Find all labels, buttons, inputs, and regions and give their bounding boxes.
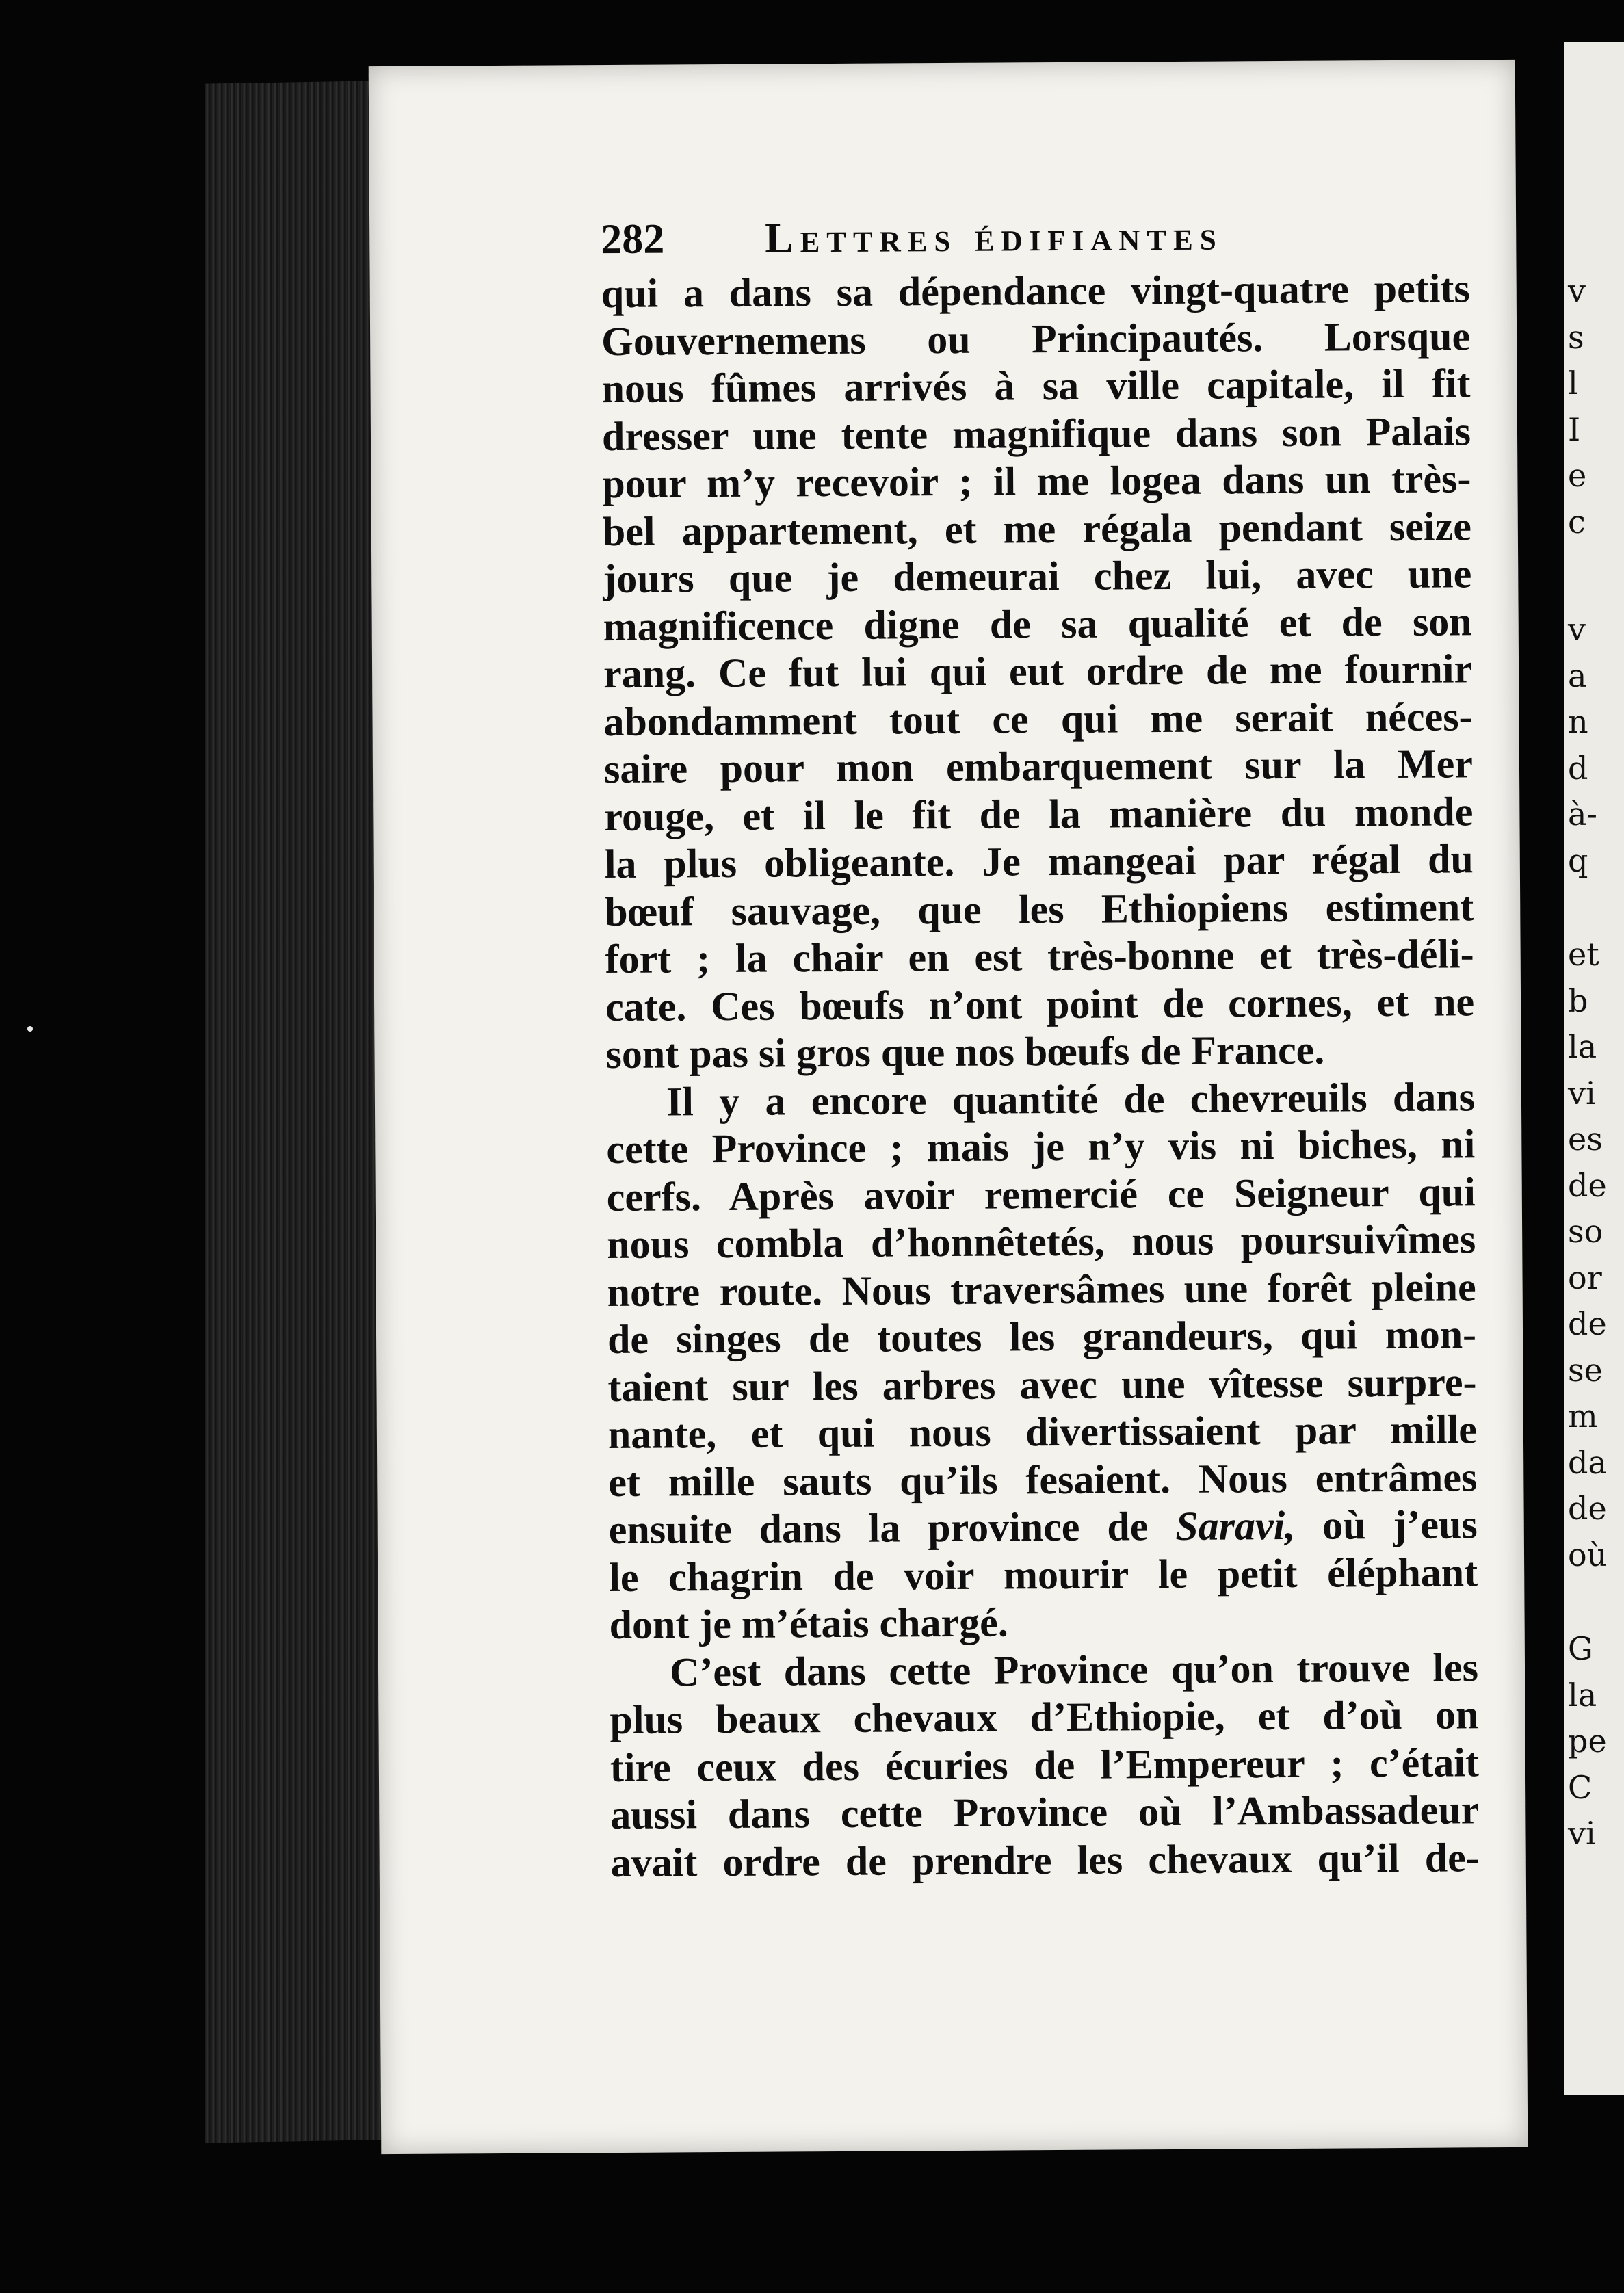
text-line: cerfs. Après avoir remercié ce Seigneur qui (606, 1168, 1476, 1220)
running-title: Lettres édifiantes (765, 212, 1223, 262)
book-page (369, 60, 1528, 2154)
text-line: le chagrin de voir mourir le petit éléphant (608, 1549, 1478, 1600)
facing-page-fragment: la (1568, 1676, 1597, 1714)
text-line: et mille sauts qu’ils fesaient. Nous entrâmes (608, 1454, 1478, 1505)
facing-page-fragment: d (1568, 749, 1588, 787)
text-line: la plus obligeante. Je mangeai par régal du (604, 836, 1474, 887)
place-name-italic: Saravi, (1175, 1502, 1296, 1549)
dust-speck (27, 1026, 33, 1032)
facing-page-fragment: v (1568, 272, 1586, 309)
page-header (601, 211, 1422, 270)
text-line: dresser une tente magnifique dans son Palais (601, 408, 1471, 459)
text-line: magnificence digne de sa qualité et de son (603, 598, 1472, 649)
text-line: qui a dans sa dépendance vingt-quatre petits (601, 265, 1470, 317)
text-line: sont pas si gros que nos bœufs de France. (605, 1027, 1325, 1077)
facing-page-fragment: la (1568, 1028, 1597, 1065)
facing-page-fragment: où (1568, 1536, 1608, 1573)
text-line: de singes de toutes les grandeurs, qui mon- (607, 1311, 1477, 1363)
facing-page-fragment: l (1568, 365, 1578, 402)
text-line: avait ordre de prendre les chevaux qu’il de- (610, 1834, 1480, 1885)
facing-page-fragment: so (1568, 1213, 1603, 1250)
facing-page-fragment: G (1568, 1630, 1593, 1667)
facing-page-fragment: c (1568, 503, 1586, 540)
text-line: nante, et qui nous divertissaient par mille (607, 1406, 1478, 1458)
text-line: plus beaux chevaux d’Ethiopie, et d’où on (610, 1692, 1479, 1743)
facing-page-fragment: n (1568, 703, 1588, 740)
facing-page-fragment: vi (1568, 1815, 1596, 1852)
text-line: tire ceux des écuries de l’Empereur ; c’était (610, 1739, 1480, 1790)
facing-page-fragment: C (1568, 1768, 1593, 1806)
text-line: fort ; la chair en est très-bonne et très-déli- (605, 931, 1474, 982)
facing-page-fragment: vi (1568, 1074, 1596, 1112)
facing-page-fragment: I (1568, 410, 1581, 448)
text-line: pour m’y recevoir ; il me logea dans un très- (602, 456, 1471, 507)
text-line: bel appartement, et me régala pendant seize (602, 503, 1472, 554)
facing-page-fragment: s (1568, 318, 1584, 356)
text-line: jours que je demeurai chez lui, avec une (603, 551, 1472, 602)
facing-page-edge (1564, 42, 1624, 2095)
text-line: rouge, et il le fit de la manière du monde (604, 788, 1474, 839)
text-segment: où j’eus (1322, 1502, 1478, 1548)
text-line: nous fûmes arrivés à sa ville capitale, il fit (601, 361, 1471, 412)
paragraph-start-line: C’est dans cette Province qu’on trouve les (669, 1644, 1479, 1695)
facing-page-fragment: à- (1568, 796, 1597, 833)
text-segment: ensuite dans la province de (608, 1504, 1149, 1553)
facing-page-fragment: se (1568, 1351, 1603, 1389)
text-line: cate. Ces bœufs n’ont point de cornes, et ne (605, 978, 1475, 1030)
facing-page-fragment: es (1568, 1121, 1603, 1157)
text-line: Gouvernemens ou Principautés. Lorsque (601, 313, 1471, 364)
text-line: taient sur les arbres avec une vîtesse surpre- (607, 1359, 1477, 1410)
text-line: dont je m’étais chargé. (609, 1599, 1008, 1648)
text-line: bœuf sauvage, que les Ethiopiens estiment (605, 883, 1474, 934)
facing-page-fragment: a (1568, 657, 1587, 694)
text-line: saire pour mon embarquement sur la Mer (603, 741, 1474, 792)
text-line (609, 1501, 1478, 1554)
page-number: 282 (601, 215, 665, 263)
facing-page-fragment: da (1568, 1443, 1607, 1481)
facing-page-fragment: e (1568, 457, 1587, 494)
facing-page-fragment: m (1568, 1398, 1598, 1434)
text-line: rang. Ce fut lui qui eut ordre de me fournir (603, 646, 1473, 697)
facing-page-fragment: b (1568, 982, 1588, 1019)
facing-page-fragment: de (1568, 1305, 1607, 1342)
page-body (601, 265, 1480, 1887)
text-line: cette Province ; mais je n’y vis ni biches, ni (606, 1121, 1476, 1172)
facing-page-fragment: et (1568, 936, 1599, 973)
text-line: aussi dans cette Province où l’Ambassadeur (610, 1787, 1480, 1838)
facing-page-fragment: de (1568, 1166, 1607, 1204)
paragraph-start-line: Il y a encore quantité de chevreuils dans (666, 1073, 1476, 1125)
text-line: notre route. Nous traversâmes une forêt pleine (607, 1263, 1476, 1315)
facing-page-fragment: pe (1568, 1722, 1607, 1759)
text-line: nous combla d’honnêtetés, nous poursuivîmes (607, 1216, 1476, 1268)
facing-page-fragment: q (1568, 841, 1588, 879)
facing-page-fragment: de (1568, 1490, 1607, 1527)
text-line: abondamment tout ce qui me serait néces- (603, 693, 1473, 744)
facing-page-fragment: v (1568, 611, 1586, 648)
facing-page-fragment: or (1568, 1259, 1602, 1296)
